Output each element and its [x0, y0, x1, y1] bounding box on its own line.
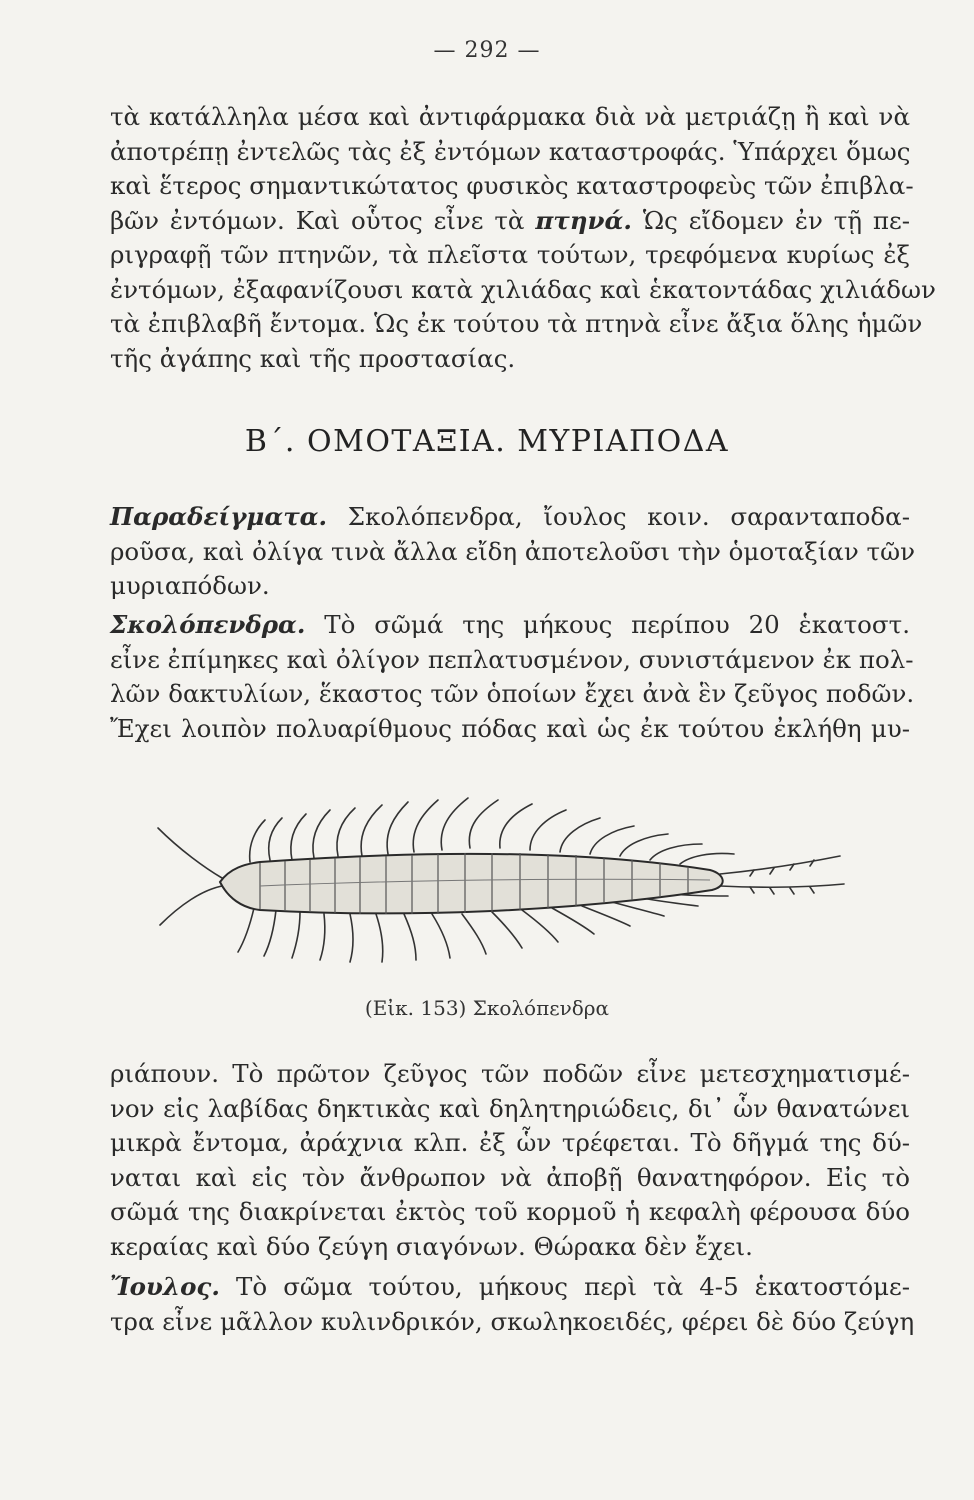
- paragraph-iulus: [110, 1270, 915, 1339]
- text-line: ριγραφῇ τῶν πτηνῶν, τὰ πλεῖστα τούτων, τρεφόμενα κυρίως ἐξ: [110, 240, 910, 269]
- text-line: μυριαπόδων.: [110, 571, 270, 600]
- paragraph-examples: [110, 500, 915, 604]
- text-line: κεραίας καὶ δύο ζεύγη σιαγόνων. Θώρακα δὲν ἔχει.: [110, 1231, 753, 1261]
- figure-caption: (Εἰκ. 153) Σκολόπενδρα: [364, 996, 610, 1020]
- text-line: εἶνε ἐπίμηκες καὶ ὀλίγον πεπλατυσμένον, συνιστάμενον ἐκ πολ-: [110, 644, 914, 674]
- text-line: ροῦσα, καὶ ὀλίγα τινὰ ἄλλα εἴδη ἀποτελοῦσι τὴν ὁμοταξίαν τῶν: [110, 536, 915, 566]
- paragraph-insect-control: [110, 100, 936, 376]
- text-line: ἐντόμων, ἐξαφανίζουσι κατὰ χιλιάδας καὶ ἑκατοντάδας χιλιάδων: [110, 274, 936, 304]
- bold-term-birds: πτηνά.: [535, 205, 632, 235]
- text-line: σῶμά της διακρίνεται ἐκτὸς τοῦ κορμοῦ ἡ κεφαλὴ φέρουσα δύο: [110, 1197, 910, 1226]
- text-line: Ἔχει λοιπὸν πολυαρίθμους πόδας καὶ ὡς ἐκ τούτου ἐκλήθη μυ-: [110, 713, 910, 743]
- section-heading: Β΄. ΟΜΟΤΑΞΙΑ. ΜΥΡΙΑΠΟΔΑ: [244, 424, 730, 459]
- label-scolopendra: Σκολόπενδρα.: [110, 610, 306, 639]
- text-line: βῶν ἐντόμων. Καὶ οὗτος εἶνε τὰ πτηνά. Ὡς εἴδομεν ἐν τῇ πε-: [110, 205, 910, 235]
- paragraph-scolopendra: [110, 608, 915, 746]
- text-line: τρα εἶνε μᾶλλον κυλινδρικόν, σκωληκοειδές, φέρει δὲ δύο ζεύγη: [110, 1306, 915, 1336]
- text-line: μικρὰ ἔντομα, ἀράχνια κλπ. ἐξ ὧν τρέφεται. Τὸ δῆγμά της δύ-: [110, 1128, 910, 1157]
- text-line: ἀποτρέπῃ ἐντελῶς τὰς ἐξ ἐντόμων καταστροφάς. Ὑπάρχει ὅμως: [110, 136, 911, 166]
- centipede-illustration: [150, 790, 910, 990]
- text-line: τὰ κατάλληλα μέσα καὶ ἀντιφάρμακα διὰ νὰ μετριάζῃ ἢ καὶ νὰ: [110, 102, 910, 131]
- text-line: Ἴουλος. Τὸ σῶμα τούτου, μήκους περὶ τὰ 4-5 ἑκατοστόμε-: [110, 1272, 910, 1301]
- text-line: Σκολόπενδρα. Τὸ σῶμά της μήκους περίπου 20 ἑκατοστ.: [110, 610, 910, 639]
- page-number: — 292 —: [433, 38, 541, 63]
- label-iulus: Ἴουλος.: [110, 1272, 220, 1301]
- text-line: ναται καὶ εἰς τὸν ἄνθρωπον νὰ ἀποβῇ θανατηφόρον. Εἰς τὸ: [110, 1162, 910, 1192]
- text-line: νον εἰς λαβίδας δηκτικὰς καὶ δηλητηριώδεις, δι᾽ ὧν θανατώνει: [110, 1093, 910, 1123]
- text-line: τὰ ἐπιβλαβῆ ἔντομα. Ὡς ἐκ τούτου τὰ πτηνὰ εἶνε ἄξια ὅλης ἡμῶν: [110, 309, 923, 338]
- text-line: ριάπουν. Τὸ πρῶτον ζεῦγος τῶν ποδῶν εἶνε μετεσχηματισμέ-: [110, 1059, 910, 1088]
- text-line: λῶν δακτυλίων, ἕκαστος τῶν ὁποίων ἔχει ἀνὰ ἓν ζεῦγος ποδῶν.: [110, 679, 915, 708]
- paragraph-scolopendra-cont: [110, 1057, 910, 1264]
- text-line: Παραδείγματα. Σκολόπενδρα, ἴουλος κοιν. σαρανταποδα-: [110, 502, 910, 531]
- text-line: καὶ ἕτερος σημαντικώτατος φυσικὸς καταστροφεὺς τῶν ἐπιβλα-: [110, 171, 914, 200]
- label-examples: Παραδείγματα.: [110, 502, 328, 531]
- text-line: τῆς ἀγάπης καὶ τῆς προστασίας.: [110, 343, 516, 373]
